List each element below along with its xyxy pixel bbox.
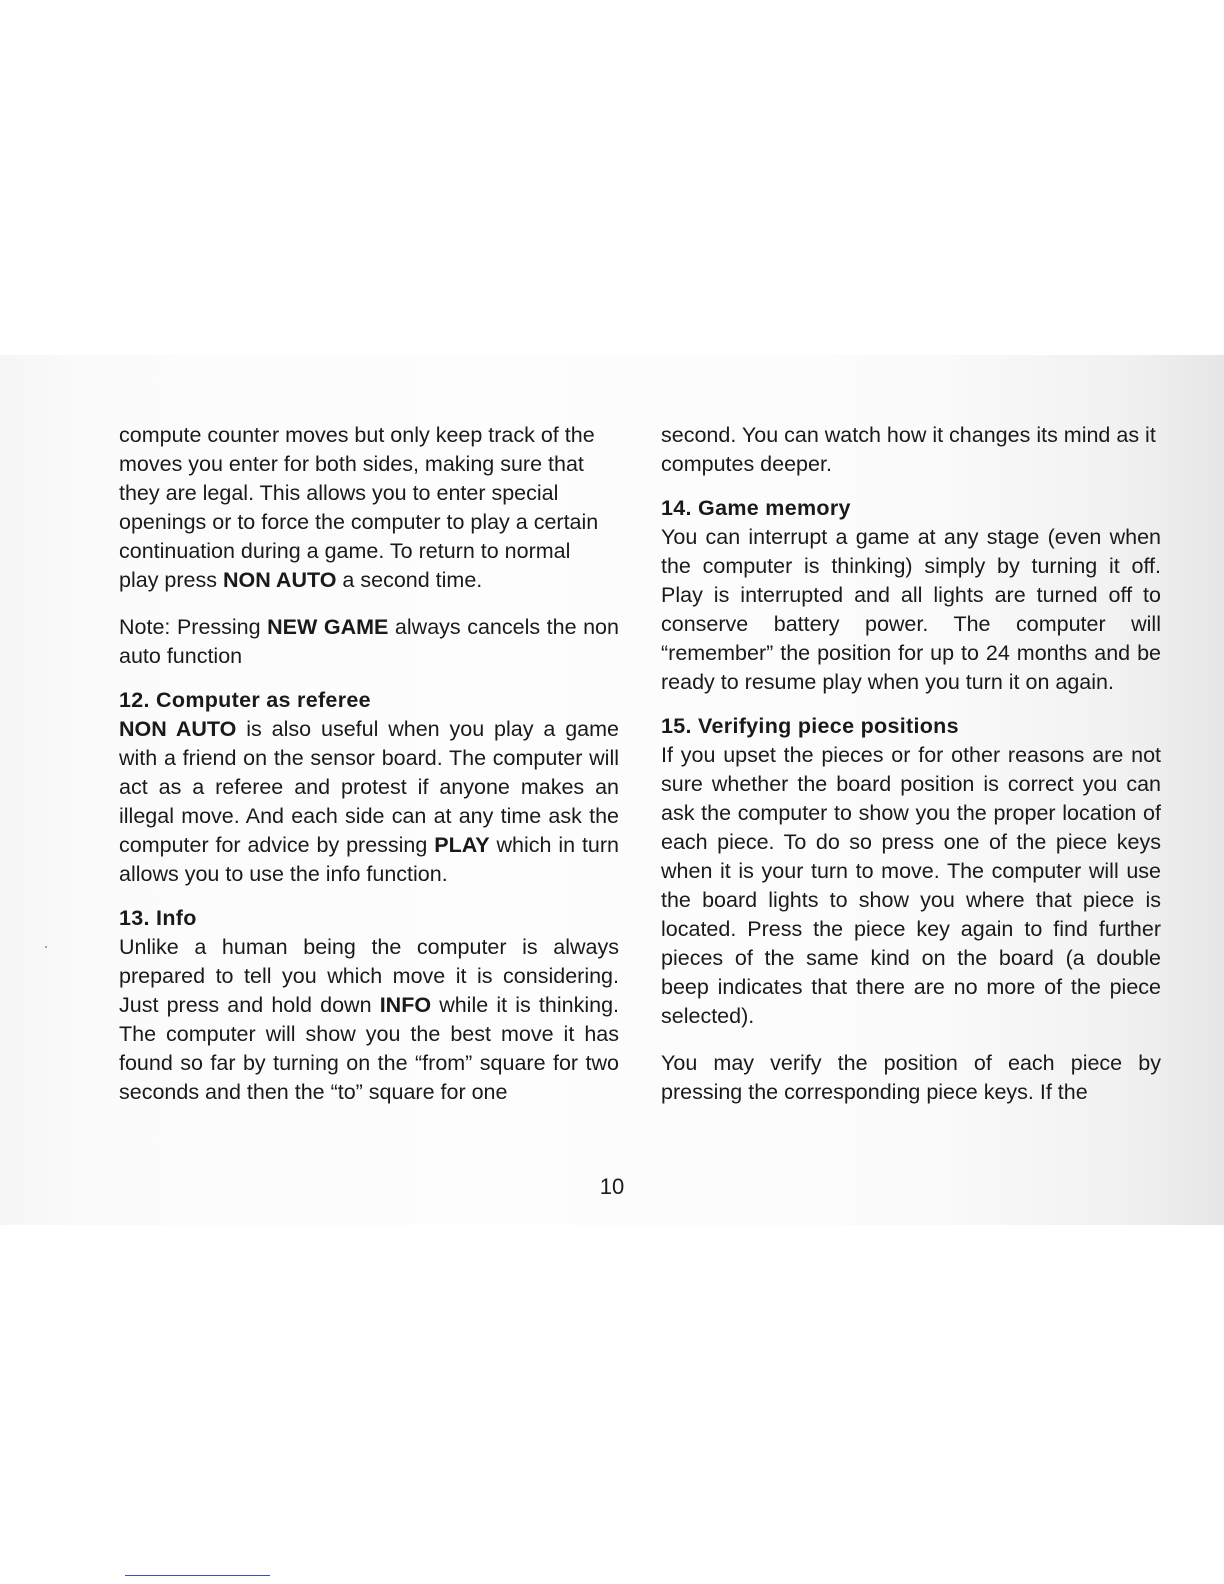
info-keyword: INFO xyxy=(379,993,432,1017)
section-12-heading: 12. Computer as referee xyxy=(119,688,371,712)
p1-line-2: moves you enter for both sides, making sure that xyxy=(119,452,584,476)
p1-line-6-pre: play press xyxy=(119,568,223,592)
left-paragraph-1 xyxy=(119,421,619,595)
new-game-keyword: NEW GAME xyxy=(267,615,389,639)
section-14-body: You can interrupt a game at any stage (even when the computer is thinking) simply by turning it off. Play is interrupted and all lights are turned off to conserve battery power. The computer will “remember” the position for up to 24 months and be ready to resume play when you turn it on again. xyxy=(661,525,1161,694)
note-paragraph xyxy=(119,613,619,671)
s13-post: while it is thinking. The computer will show you the best move it has found so far by turning on the “from” square for two seconds and then the “to” square for one xyxy=(119,993,619,1104)
section-15-body: If you upset the pieces or for other reasons are not sure whether the board position is correct you can ask the computer to show you the proper location of each piece. To do so press one of the piece keys when it is your turn to move. The computer will use the board lights to show you where that piece is located. Press the piece key again to find further pieces of the same kind on the board (a double beep indicates that there are no more of the piece selected). xyxy=(661,743,1161,1028)
right-paragraph-1: second. You can watch how it changes its mind as it computes deeper. xyxy=(661,423,1156,476)
section-14-heading: 14. Game memory xyxy=(661,496,851,520)
section-13-heading: 13. Info xyxy=(119,906,197,930)
right-column xyxy=(661,421,1161,1107)
note-pre: : Pressing xyxy=(164,615,268,639)
note-post: always cancels the non auto function xyxy=(119,615,619,668)
section-15-heading: 15. Verifying piece positions xyxy=(661,714,959,738)
non-auto-keyword: NON AUTO xyxy=(222,568,337,592)
p1-line-4: openings or to force the computer to play a certain xyxy=(119,510,599,534)
note-label: Note xyxy=(119,615,165,639)
p1-line-3: they are legal. This allows you to enter special xyxy=(119,481,559,505)
p1-line-6-post: a second time. xyxy=(336,568,483,592)
non-auto-keyword-2: NON AUTO xyxy=(119,717,237,741)
s12-post: which in turn allows you to use the info function. xyxy=(119,833,619,886)
scan-speck xyxy=(45,946,47,948)
section-12-body xyxy=(119,715,619,889)
p1-line-1: compute counter moves but only keep track of the xyxy=(119,423,595,447)
s12-mid: is also useful when you play a game with a friend on the sensor board. The computer will act as a referee and protest if anyone makes an illegal move. And each side can at any time ask the computer for advice by pressing xyxy=(119,717,619,857)
left-column xyxy=(119,421,619,1107)
section-13-body xyxy=(119,933,619,1107)
bottom-rule-line xyxy=(125,1575,270,1576)
right-last-paragraph: You may verify the position of each piece by pressing the corresponding piece keys. If the xyxy=(661,1051,1161,1104)
p1-line-5: continuation during a game. To return to normal xyxy=(119,539,571,563)
page-number: 10 xyxy=(599,1174,625,1199)
play-keyword: PLAY xyxy=(434,833,490,857)
s13-pre: Unlike a human being the computer is always prepared to tell you which move it is considering. Just press and hold down xyxy=(119,935,619,1017)
